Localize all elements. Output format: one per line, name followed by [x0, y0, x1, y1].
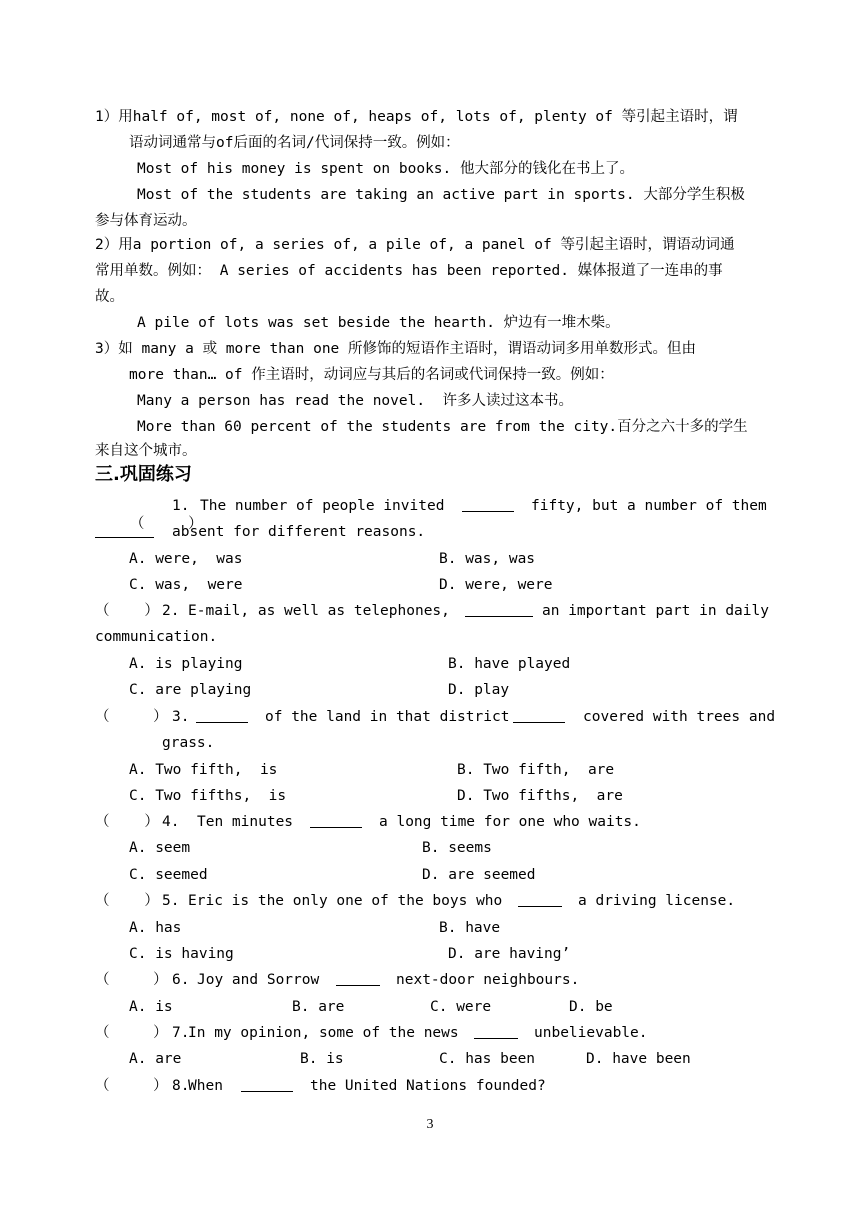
- q4-option-b[interactable]: B. seems: [422, 840, 492, 856]
- blank-6[interactable]: [310, 813, 362, 828]
- note-3-example-2: More than 60 percent of the students are from the city.百分之六十多的学生: [137, 419, 748, 435]
- blank-1[interactable]: [462, 497, 514, 512]
- question-4-text-a: Ten minutes: [197, 814, 294, 830]
- page-number: 3: [426, 1117, 434, 1132]
- question-6-paren: （ ）: [95, 972, 168, 988]
- question-4-text-b: a long time for one who waits.: [379, 814, 641, 830]
- note-1-example-2-cont: 参与体育运动。: [95, 213, 197, 229]
- q1-option-b[interactable]: B. was, was: [439, 551, 536, 567]
- section-title: 三.巩固练习: [95, 464, 192, 485]
- question-3-paren: （ ）: [95, 709, 168, 725]
- question-1-number: 1.: [172, 498, 190, 514]
- question-2-paren: （ ）: [95, 603, 159, 619]
- q2-option-d[interactable]: D. play: [448, 682, 510, 698]
- q2-option-c[interactable]: C. are playing: [129, 682, 252, 698]
- q7-option-b[interactable]: B. is: [300, 1051, 344, 1067]
- question-7-text-b: unbelievable.: [534, 1025, 648, 1041]
- note-1-line-2: 语动词通常与of后面的名词/代词保持一致。例如：: [129, 135, 460, 151]
- question-7-paren: （ ）: [95, 1025, 168, 1041]
- q3-option-a[interactable]: A. Two fifth, is: [129, 762, 278, 778]
- question-6-number: 6.: [172, 972, 190, 988]
- q6-option-b[interactable]: B. are: [292, 999, 345, 1015]
- q7-option-d[interactable]: D. have been: [586, 1051, 691, 1067]
- blank-5[interactable]: [513, 708, 565, 723]
- q7-option-c[interactable]: C. has been: [439, 1051, 536, 1067]
- q1-option-c[interactable]: C. was, were: [129, 577, 243, 593]
- q5-option-c[interactable]: C. is having: [129, 946, 234, 962]
- answer-paren: （ ）: [129, 516, 203, 532]
- blank-9[interactable]: [474, 1024, 518, 1039]
- q5-option-d[interactable]: D. are having’: [448, 946, 571, 962]
- question-5-text-a: Eric is the only one of the boys who: [188, 893, 503, 909]
- question-6-text-b: next-door neighbours.: [396, 972, 580, 988]
- q1-option-d[interactable]: D. were, were: [439, 577, 553, 593]
- q5-option-b[interactable]: B. have: [439, 920, 501, 936]
- question-8-text-b: the United Nations founded?: [310, 1078, 546, 1094]
- q2-option-b[interactable]: B. have played: [448, 656, 571, 672]
- question-3-text-b: of the land in that district: [265, 709, 510, 725]
- q1-option-a[interactable]: A. were, was: [129, 551, 243, 567]
- blank-4[interactable]: [196, 708, 248, 723]
- q4-option-a[interactable]: A. seem: [129, 840, 191, 856]
- question-8-number: 8.: [172, 1078, 190, 1094]
- note-2-example-1: A pile of lots was set beside the hearth. 炉边有一堆木柴。: [137, 315, 620, 331]
- question-3-text-d: grass.: [162, 735, 215, 751]
- blank-8[interactable]: [336, 971, 380, 986]
- question-5-text-b: a driving license.: [578, 893, 736, 909]
- note-2-line-1: 2）用a portion of, a series of, a pile of, a panel of 等引起主语时，谓语动词通: [95, 237, 735, 253]
- blank-2[interactable]: [95, 523, 154, 538]
- question-2-number: 2.: [162, 603, 180, 619]
- q2-option-a[interactable]: A. is playing: [129, 656, 243, 672]
- q3-option-c[interactable]: C. Two fifths, is: [129, 788, 287, 804]
- blank-10[interactable]: [241, 1077, 293, 1092]
- note-2-line-3: 故。: [95, 289, 124, 305]
- note-2-line-2: 常用单数。例如： A series of accidents has been reported. 媒体报道了一连串的事: [95, 263, 723, 279]
- question-3-number: 3.: [172, 709, 190, 725]
- question-8-text-a: When: [188, 1078, 223, 1094]
- question-4-number: 4.: [162, 814, 180, 830]
- note-1-example-2: Most of the students are taking an active part in sports. 大部分学生积极: [137, 187, 745, 203]
- q4-option-d[interactable]: D. are seemed: [422, 867, 536, 883]
- question-8-paren: （ ）: [95, 1078, 168, 1094]
- question-3-text-c: covered with trees and: [583, 709, 776, 725]
- question-1-text-c: absent for different reasons.: [172, 524, 426, 540]
- question-7-number: 7.: [172, 1025, 190, 1041]
- question-5-number: 5.: [162, 893, 180, 909]
- note-3-line-2: more than… of 作主语时，动词应与其后的名词或代词保持一致。例如：: [129, 367, 614, 383]
- q3-option-b[interactable]: B. Two fifth, are: [457, 762, 615, 778]
- note-1-example-1: Most of his money is spent on books. 他大部分的钱化在书上了。: [137, 161, 634, 177]
- note-3-line-1: 3）如 many a 或 more than one 所修饰的短语作主语时，谓语动词多用单数形式。但由: [95, 341, 697, 357]
- question-1-text-a: The number of people invited: [200, 498, 445, 514]
- note-3-example-1: Many a person has read the novel. 许多人读过这本书。: [137, 393, 574, 409]
- question-2-text-c: communication.: [95, 629, 218, 645]
- question-5-paren: （ ）: [95, 893, 159, 909]
- question-7-text-a: In my opinion, some of the news: [188, 1025, 459, 1041]
- question-4-paren: （ ）: [95, 814, 159, 830]
- question-6-text-a: Joy and Sorrow: [197, 972, 320, 988]
- blank-7[interactable]: [518, 892, 562, 907]
- q3-option-d[interactable]: D. Two fifths, are: [457, 788, 623, 804]
- q6-option-a[interactable]: A. is: [129, 999, 173, 1015]
- q4-option-c[interactable]: C. seemed: [129, 867, 208, 883]
- blank-3[interactable]: [465, 602, 533, 617]
- q6-option-d[interactable]: D. be: [569, 999, 613, 1015]
- note-1-line-1: 1）用half of, most of, none of, heaps of, lots of, plenty of 等引起主语时，谓: [95, 109, 738, 125]
- q6-option-c[interactable]: C. were: [430, 999, 492, 1015]
- q5-option-a[interactable]: A. has: [129, 920, 182, 936]
- note-3-example-2-cont: 来自这个城市。: [95, 443, 197, 459]
- question-2-text-b: an important part in daily: [542, 603, 769, 619]
- question-1-text-b: fifty, but a number of them: [531, 498, 767, 514]
- question-2-text-a: E-mail, as well as telephones,: [188, 603, 450, 619]
- q7-option-a[interactable]: A. are: [129, 1051, 182, 1067]
